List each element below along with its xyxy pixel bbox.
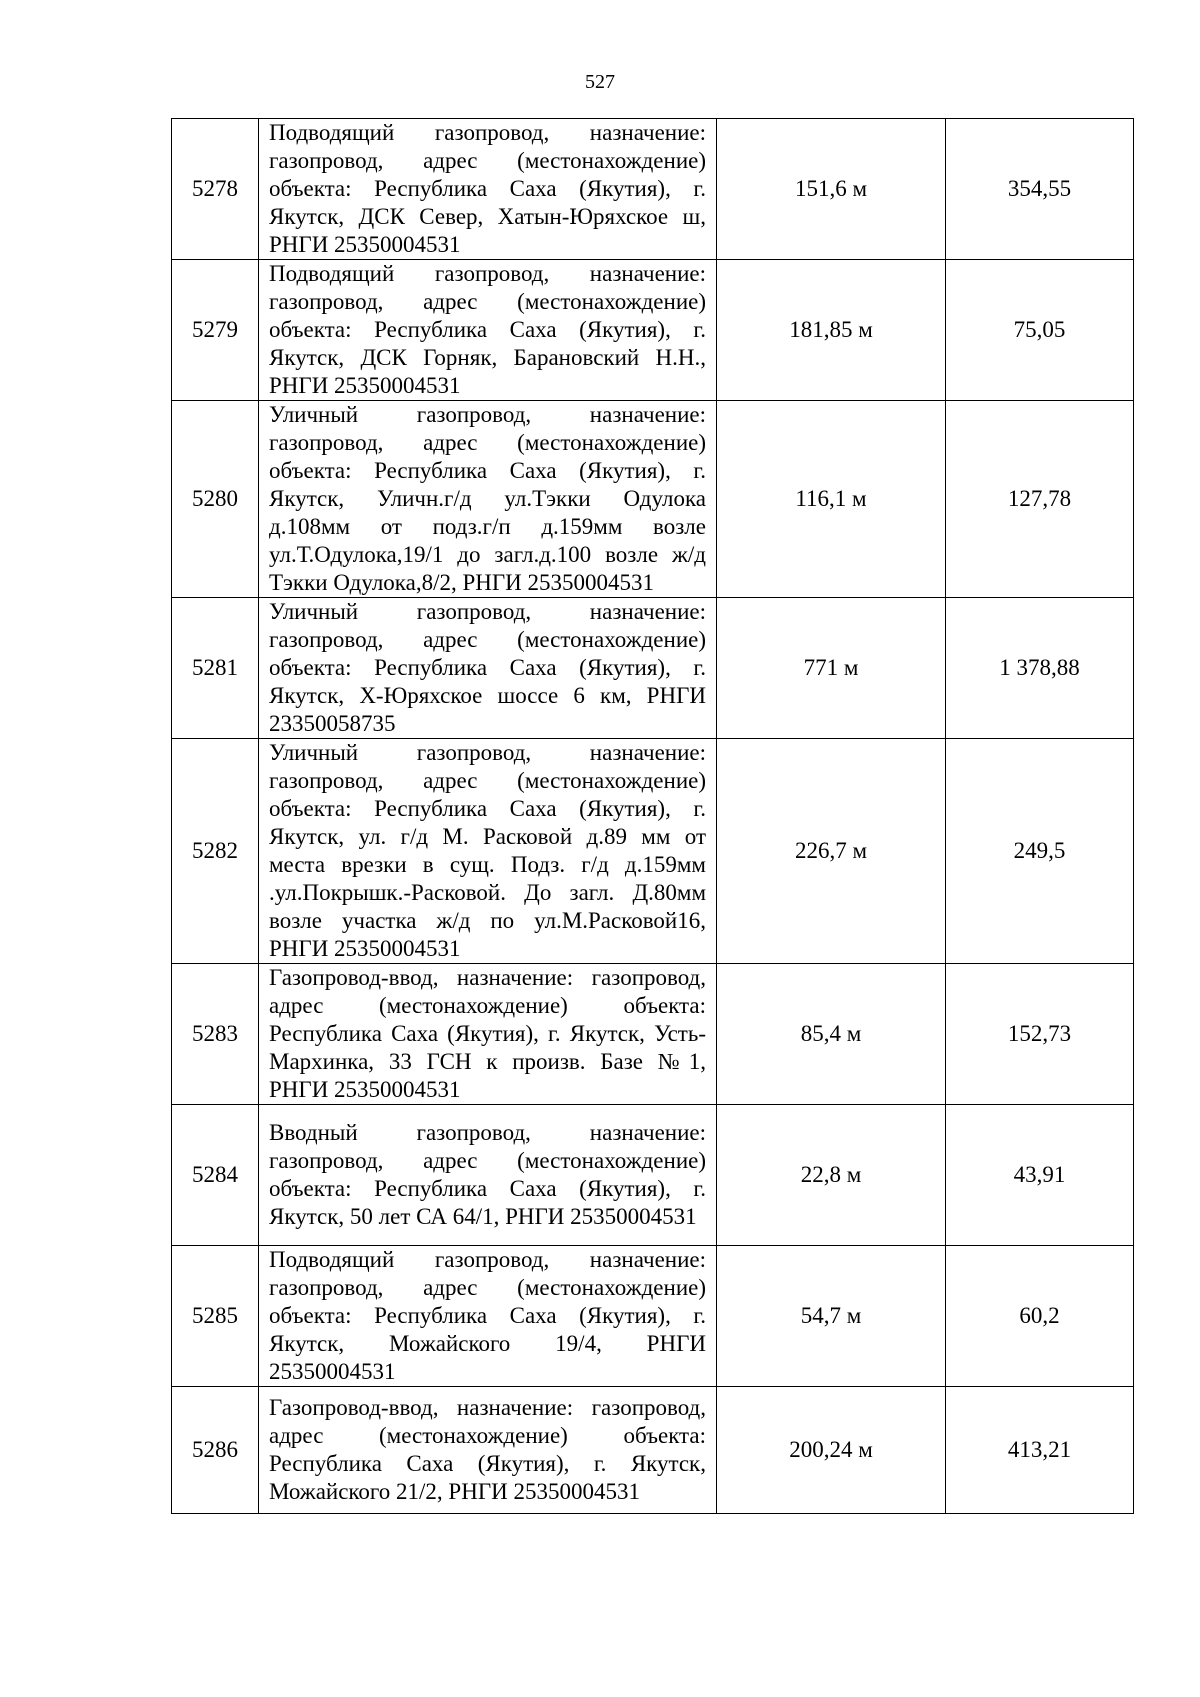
object-description: Газопровод-ввод, назначение: газопровод, адрес (местонахождение) объекта: Республика Саха (Якутия), г. Якутск, Усть-Мархинка, 33 ГСН к произв. Базе №1, РНГИ 25350004531 (259, 964, 717, 1105)
table-row (172, 1105, 1134, 1246)
object-description: Подводящий газопровод, назначение: газопровод, адрес (местонахождение) объекта: Республика Саха (Якутия), г. Якутск, ДСК Горняк, Барановский Н.Н., РНГИ 25350004531 (259, 260, 717, 401)
row-number: 5284 (172, 1105, 259, 1246)
object-description: Подводящий газопровод, назначение: газопровод, адрес (местонахождение) объекта: Республика Саха (Якутия), г. Якутск, ДСК Север, Хатын-Юряхское ш, РНГИ 25350004531 (259, 119, 717, 260)
table-row (172, 1246, 1134, 1387)
table-row (172, 739, 1134, 964)
object-length: 771 м (717, 598, 946, 739)
table-row (172, 260, 1134, 401)
object-length: 85,4 м (717, 964, 946, 1105)
object-value: 354,55 (946, 119, 1134, 260)
row-number: 5282 (172, 739, 259, 964)
object-value: 60,2 (946, 1246, 1134, 1387)
table-row (172, 598, 1134, 739)
row-number: 5283 (172, 964, 259, 1105)
registry-table (171, 118, 1134, 1514)
object-value: 127,78 (946, 401, 1134, 598)
object-value: 249,5 (946, 739, 1134, 964)
row-number: 5285 (172, 1246, 259, 1387)
table-row (172, 401, 1134, 598)
object-value: 1 378,88 (946, 598, 1134, 739)
object-value: 75,05 (946, 260, 1134, 401)
object-description: Газопровод-ввод, назначение: газопровод, адрес (местонахождение) объекта: Республика Саха (Якутия), г. Якутск, Можайского 21/2, РНГИ 25350004531 (259, 1387, 717, 1514)
row-number: 5286 (172, 1387, 259, 1514)
object-description: Вводный газопровод, назначение: газопровод, адрес (местонахождение) объекта: Республика Саха (Якутия), г. Якутск, 50 лет СА 64/1, РНГИ 25350004531 (259, 1105, 717, 1246)
object-length: 116,1 м (717, 401, 946, 598)
table-row (172, 1387, 1134, 1514)
row-number: 5278 (172, 119, 259, 260)
object-description: Уличный газопровод, назначение: газопровод, адрес (местонахождение) объекта: Республика Саха (Якутия), г. Якутск, ул. г/д М. Расковой д.89 мм от места врезки в сущ. Подз. г/д д.159мм .ул.Покрышк.-Расковой. До загл. Д.80мм возле участка ж/д по ул.М.Расковой16, РНГИ 25350004531 (259, 739, 717, 964)
object-description: Уличный газопровод, назначение: газопровод, адрес (местонахождение) объекта: Республика Саха (Якутия), г. Якутск, Уличн.г/д ул.Тэкки Одулока д.108мм от подз.г/п д.159мм возле ул.Т.Одулока,19/1 до загл.д.100 возле ж/д Тэкки Одулока,8/2, РНГИ 25350004531 (259, 401, 717, 598)
object-length: 226,7 м (717, 739, 946, 964)
object-length: 200,24 м (717, 1387, 946, 1514)
row-number: 5281 (172, 598, 259, 739)
table-row (172, 964, 1134, 1105)
object-length: 151,6 м (717, 119, 946, 260)
object-value: 43,91 (946, 1105, 1134, 1246)
object-value: 413,21 (946, 1387, 1134, 1514)
table-row (172, 119, 1134, 260)
object-length: 54,7 м (717, 1246, 946, 1387)
page-number: 527 (585, 71, 615, 93)
object-length: 22,8 м (717, 1105, 946, 1246)
object-length: 181,85 м (717, 260, 946, 401)
object-value: 152,73 (946, 964, 1134, 1105)
row-number: 5279 (172, 260, 259, 401)
object-description: Уличный газопровод, назначение: газопровод, адрес (местонахождение) объекта: Республика Саха (Якутия), г. Якутск, Х-Юряхское шоссе 6 км, РНГИ 23350058735 (259, 598, 717, 739)
row-number: 5280 (172, 401, 259, 598)
object-description: Подводящий газопровод, назначение: газопровод, адрес (местонахождение) объекта: Республика Саха (Якутия), г. Якутск, Можайского 19/4, РНГИ 25350004531 (259, 1246, 717, 1387)
